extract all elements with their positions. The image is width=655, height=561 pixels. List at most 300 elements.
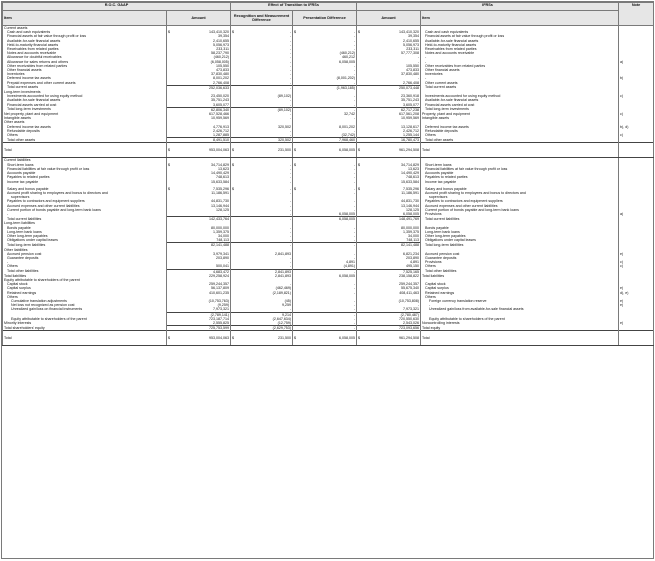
cell-value: - <box>353 175 356 180</box>
cell-value: - <box>353 225 356 230</box>
cell-value: 953,004,063 <box>209 148 230 153</box>
item-gaap: Other financial assets <box>3 68 167 72</box>
note: c) <box>619 94 654 98</box>
item-ifrs: Held-to-maturity financial assets <box>421 43 619 47</box>
cell-value: - <box>289 260 292 265</box>
cell-value: 2,766,408 <box>403 80 420 85</box>
item-gaap: Other liabilities <box>3 248 167 252</box>
cell-value: 3,605,077 <box>213 102 230 107</box>
cell-value: 9,259 <box>282 303 292 308</box>
cell-value: 6,058,005 <box>339 59 356 64</box>
cell-value: 7,968,460 <box>339 138 356 143</box>
cell-value: - <box>353 316 356 321</box>
item-gaap: Accounts payable <box>3 171 167 175</box>
cell-value: 128,125 <box>216 207 230 212</box>
note: e) <box>619 321 654 326</box>
item-gaap: Long-term liabilities <box>3 221 167 225</box>
currency-symbol: $ <box>232 186 235 191</box>
currency-symbol: $ <box>168 186 170 191</box>
item-gaap: Total other liabilities <box>3 269 167 274</box>
item-ifrs: Accrued profit sharing to employees and bonus to directors and <box>421 191 619 195</box>
cell-value: - <box>289 42 292 47</box>
cell-value: - <box>289 282 292 287</box>
item-ifrs: Total other liabilities <box>421 269 619 274</box>
cell-value: 39,354 <box>408 34 420 39</box>
cell-value: 961,294,508 <box>399 148 420 153</box>
item-ifrs: Unrealized gain/loss from available-for-sale financial assets <box>421 307 619 312</box>
item-gaap: Net property, plant and equipment <box>3 112 167 116</box>
currency-symbol: $ <box>232 336 235 341</box>
cell-value: - <box>289 128 292 133</box>
cell-value: 748,113 <box>406 238 420 243</box>
cell-value: 15,633,584 <box>211 179 230 184</box>
cell-value: - <box>289 51 292 56</box>
currency-symbol: $ <box>358 186 361 191</box>
recognition-diff <box>231 331 293 346</box>
header-recognition: Recognition and Measurement Difference <box>231 11 293 26</box>
cell-value: - <box>227 260 230 265</box>
cell-value: 6,821,234 <box>403 251 420 256</box>
item-gaap: Other receivables from related parties <box>3 64 167 68</box>
cell-value: (2,789,141) <box>210 312 230 317</box>
cell-value: 7,535,296 <box>403 186 420 191</box>
cell-value: 44,831,730 <box>401 199 420 204</box>
cell-value: 460,212 <box>342 55 356 60</box>
item-ifrs: Total long-term liabilities <box>421 243 619 248</box>
note: b), d) <box>619 125 654 129</box>
header-note: Note <box>619 3 654 26</box>
item-gaap: Deferred income tax assets <box>3 76 167 80</box>
currency-symbol: $ <box>294 148 297 153</box>
cell-value: - <box>289 238 292 243</box>
cell-value: 56,137,809 <box>211 286 230 291</box>
cell-value: 748,613 <box>216 175 230 180</box>
item-ifrs: Total current assets <box>421 85 619 90</box>
cell-value: 617,528,466 <box>209 112 230 117</box>
cell-value: 58,237,790 <box>211 51 230 56</box>
cell-value: 231,500 <box>278 148 292 153</box>
cell-value: - <box>289 47 292 52</box>
item-gaap: Short-term loans <box>3 163 167 167</box>
cell-value: - <box>289 133 292 138</box>
cell-value: 11,186,591 <box>401 190 420 195</box>
item-gaap: Salary and bonus payable <box>3 187 167 191</box>
currency-symbol: $ <box>358 162 361 167</box>
item-ifrs: Bonds payable <box>421 226 619 230</box>
cell-value: - <box>289 68 292 73</box>
cell-value: 105,550 <box>406 63 420 68</box>
currency-symbol: $ <box>168 336 170 341</box>
item-gaap: Unrealized gain/loss on financial instruments <box>3 307 167 312</box>
item-gaap: Refundable deposits <box>3 129 167 133</box>
item-ifrs: Financial assets at fair value through profit or loss <box>421 34 619 38</box>
item-gaap: Net loss not recognized as pension cost <box>3 303 167 307</box>
cell-value: 35,751,243 <box>401 98 420 103</box>
item-gaap: Financial assets carried at cost <box>3 103 167 108</box>
cell-value: 5,056,973 <box>403 42 420 47</box>
cell-value: (2,780,487) <box>400 312 420 317</box>
cell-value: 16,780,473 <box>401 138 420 143</box>
item-gaap: Obligations under capital leases <box>3 238 167 243</box>
table-body <box>3 26 654 346</box>
currency-symbol: $ <box>168 30 170 35</box>
cell-value: 4,776,913 <box>213 124 230 129</box>
note: e) <box>619 286 654 290</box>
item-ifrs: Retained earnings <box>421 291 619 295</box>
cell-value: (10,753,763) <box>208 298 230 303</box>
item-ifrs: Others <box>421 295 619 299</box>
cell-value: - <box>353 80 356 85</box>
cell-value: (2,629,753) <box>272 326 292 331</box>
item-gaap: Total other assets <box>3 138 167 143</box>
cell-value: 2,555,825 <box>213 321 230 325</box>
cell-value: 2,543,026 <box>403 321 420 325</box>
cell-value: (89,102) <box>277 107 292 112</box>
cell-value: - <box>289 38 292 43</box>
cell-value: 23,360,918 <box>401 94 420 99</box>
cell-value: - <box>289 243 292 248</box>
item-ifrs: Others <box>421 133 619 138</box>
item-ifrs: Total liabilities <box>421 274 619 278</box>
item-gaap: Allowance for doubtful receivables <box>3 55 167 59</box>
cell-value: 82,141,488 <box>211 243 230 248</box>
item-gaap: Long-term bank loans <box>3 230 167 234</box>
item-ifrs: Obligations under capital leases <box>421 238 619 243</box>
cell-value: - <box>353 229 356 234</box>
cell-value: (9,259) <box>217 303 230 308</box>
cell-value: 34,714,829 <box>211 162 230 167</box>
item-ifrs: Provisions <box>421 260 619 264</box>
cell-value: - <box>353 203 356 208</box>
cell-value: (462,469) <box>275 286 292 291</box>
cell-value: 6,058,005 <box>339 336 356 341</box>
cell-value: 23,450,020 <box>211 94 230 99</box>
cell-value: 410,601,235 <box>209 290 230 295</box>
cell-value: 5,056,973 <box>213 42 230 47</box>
item-gaap: Bonds payable <box>3 226 167 230</box>
cell-value: 725,753,599 <box>209 326 230 331</box>
header-amount-ifrs: Amount <box>357 11 421 26</box>
cell-value: 34,714,829 <box>401 162 420 167</box>
currency-symbol: $ <box>168 148 170 153</box>
cell-value: 6,058,005 <box>339 148 356 153</box>
item-ifrs: Other receivables from related parties <box>421 64 619 68</box>
cell-value: - <box>353 38 356 43</box>
cell-value: - <box>353 98 356 103</box>
cell-value: 1,359,375 <box>403 229 420 234</box>
cell-value: 4,891 <box>346 260 356 265</box>
cell-value: 15,633,584 <box>401 179 420 184</box>
item-ifrs: Current portion of bonds payable and long-term bank loans <box>421 208 619 212</box>
cell-value: 2,426,712 <box>403 128 420 133</box>
item-gaap: Capital surplus <box>3 286 167 290</box>
item-ifrs: supervisors <box>421 195 619 199</box>
presentation-diff <box>293 331 357 346</box>
cell-value: 13,146,944 <box>401 203 420 208</box>
cell-value: - <box>227 211 230 216</box>
cell-value: 6,058,005 <box>339 273 356 278</box>
item-gaap: Cumulative translation adjustments <box>3 299 167 303</box>
item-gaap: Financial assets at fair value through profit or loss <box>3 34 167 38</box>
cell-value: - <box>353 34 356 39</box>
cell-value: (6,058,005) <box>210 59 230 64</box>
cell-value: - <box>289 34 292 39</box>
cell-value: 961,294,508 <box>399 336 420 341</box>
item-ifrs: Total equity <box>421 326 619 331</box>
header-item: Item <box>3 11 167 26</box>
cell-value: - <box>353 282 356 287</box>
currency-symbol: $ <box>294 162 297 167</box>
cell-value: (12,759) <box>277 321 292 325</box>
cell-value: - <box>289 80 292 85</box>
cell-value: 252,036,633 <box>209 85 230 90</box>
cell-value: (89,102) <box>277 94 292 99</box>
cell-value: - <box>353 303 356 308</box>
cell-value: 13,128,617 <box>401 124 420 129</box>
cell-value: - <box>289 190 292 195</box>
item-ifrs: Other financial assets <box>421 68 619 72</box>
cell-value: 6,058,005 <box>339 217 356 222</box>
item-ifrs: Total current liabilities <box>421 217 619 222</box>
note: b) <box>619 76 654 80</box>
cell-value: 9,214 <box>282 312 292 317</box>
item-gaap: Available-for-sale financial assets <box>3 98 167 102</box>
cell-value: - <box>289 85 292 90</box>
cell-value: 3,605,077 <box>403 102 420 107</box>
cell-value: - <box>353 47 356 52</box>
cell-value: - <box>353 243 356 248</box>
cell-value: 2,410,655 <box>403 38 420 43</box>
item-ifrs: Deferred income tax assets <box>421 125 619 129</box>
cell-value: 8,001,202 <box>339 124 356 129</box>
item-gaap: Total <box>3 331 167 346</box>
item-ifrs: Cash and cash equivalents <box>421 30 619 34</box>
cell-value: - <box>353 179 356 184</box>
cell-value: - <box>289 179 292 184</box>
item-gaap: Others <box>3 295 167 299</box>
cell-value: (10,753,808) <box>398 298 420 303</box>
item-ifrs: Long-term bank loans <box>421 230 619 234</box>
cell-value: 2,841,893 <box>275 273 292 278</box>
cell-value: - <box>353 251 356 256</box>
item-gaap: - <box>3 260 167 264</box>
cell-value: 14,490,429 <box>211 171 230 176</box>
item-ifrs: Capital stock <box>421 282 619 286</box>
cell-value: 748,613 <box>406 175 420 180</box>
item-gaap: Retained earnings <box>3 291 167 295</box>
currency-symbol: $ <box>358 30 361 35</box>
cell-value: - <box>353 255 356 260</box>
header-item-ifrs: Item <box>421 11 619 26</box>
item-gaap: Investments accounted for using equity method <box>3 94 167 98</box>
cell-value: 473,833 <box>406 68 420 73</box>
item-ifrs: Total <box>421 143 619 158</box>
cell-value: (460,212) <box>213 55 230 60</box>
cell-value: - <box>289 186 292 191</box>
item-gaap: Equity attributable to shareholders of the parent <box>3 278 167 282</box>
item-ifrs: Salary and bonus payable <box>421 187 619 191</box>
amount-gaap <box>167 331 231 346</box>
cell-value: 148,491,769 <box>399 217 420 222</box>
cell-value: 1,287,885 <box>213 133 230 138</box>
item-gaap: Equity attributable to shareholders of the parent <box>3 317 167 321</box>
header-presentation: Presentation Difference <box>293 11 357 26</box>
cell-value: 32,742 <box>344 112 356 117</box>
currency-symbol: $ <box>294 30 297 35</box>
cell-value: 720,550,630 <box>399 316 420 321</box>
cell-value: - <box>289 63 292 68</box>
cell-value: - <box>289 203 292 208</box>
cell-value: 617,561,208 <box>399 112 420 117</box>
cell-value: 10,959,569 <box>211 116 230 121</box>
cell-value: 953,004,063 <box>209 336 230 341</box>
item-ifrs: Investments accounted for using equity method <box>421 94 619 98</box>
item-ifrs: Property, plant and equipment <box>421 112 619 116</box>
item-gaap: supervisors <box>3 195 167 199</box>
cell-value: 6,058,005 <box>403 211 420 216</box>
cell-value: - <box>289 171 292 176</box>
item-gaap: Income tax payable <box>3 180 167 184</box>
cell-value: 203,890 <box>406 255 420 260</box>
item-ifrs: Noncontrolling interests <box>421 321 619 326</box>
cell-value: 80,000,000 <box>401 225 420 230</box>
item-ifrs: Foreign currency translation reserve <box>421 299 619 303</box>
cell-value: 7,973,321 <box>213 307 230 312</box>
cell-value: - <box>289 30 292 35</box>
item-ifrs: Equity attributable to shareholders of the parent <box>421 317 619 321</box>
item-ifrs: Accrued pension cost <box>421 252 619 256</box>
cell-value: 238,158,822 <box>399 273 420 278</box>
header-roc-gaap: R.O.C. GAAP <box>3 3 231 11</box>
cell-value: 2,410,655 <box>213 38 230 43</box>
item-ifrs: Financial liabilities at fair value through profit or loss <box>421 167 619 171</box>
cell-value: - <box>353 199 356 204</box>
cell-value: - <box>353 207 356 212</box>
cell-value: 1,255,144 <box>403 133 420 138</box>
presentation-diff <box>293 143 357 158</box>
cell-value: (460,212) <box>339 51 356 56</box>
note: c) <box>619 264 654 269</box>
cell-value: (45) <box>284 298 292 303</box>
cell-value: (8,001,202) <box>336 76 356 81</box>
table-header <box>3 3 654 26</box>
cell-value: 82,141,488 <box>401 243 420 248</box>
cell-value: - <box>353 290 356 295</box>
cell-value: - <box>353 233 356 238</box>
cell-value: 320,502 <box>278 124 292 129</box>
cell-value: - <box>353 186 356 191</box>
cell-value: - <box>417 303 420 308</box>
comparison-table-frame <box>1 1 654 559</box>
cell-value: - <box>289 55 292 60</box>
item-gaap: Minority interests <box>3 321 167 326</box>
item-gaap: Other assets <box>3 120 167 124</box>
note: c) <box>619 112 654 116</box>
note: a) <box>619 60 654 64</box>
cell-value: 80,000,000 <box>211 225 230 230</box>
item-gaap: Total shareholders' equity <box>3 326 167 331</box>
cell-value: - <box>289 112 292 117</box>
currency-symbol: $ <box>168 162 170 167</box>
cell-value: - <box>353 238 356 243</box>
cell-value: - <box>353 107 356 112</box>
header-ifrs: IFRSs <box>357 3 619 11</box>
cell-value: - <box>353 42 356 47</box>
item-ifrs: Other long-term payables <box>421 234 619 238</box>
reconciliation-table <box>2 2 654 346</box>
cell-value: 259,244,357 <box>399 282 420 287</box>
cell-value: 250,073,448 <box>399 85 420 90</box>
cell-value: 203,890 <box>216 255 230 260</box>
cell-value: - <box>353 286 356 291</box>
item-ifrs: Total long-term investments <box>421 107 619 112</box>
cell-value: (1,963,185) <box>336 85 356 90</box>
cell-value: 1,359,375 <box>213 229 230 234</box>
note: d), e) <box>619 291 654 295</box>
note: c) <box>619 260 654 264</box>
cell-value: 3,979,341 <box>213 251 230 256</box>
note: c) <box>619 133 654 138</box>
cell-value: - <box>289 264 292 269</box>
item-gaap: Total liabilities <box>3 274 167 278</box>
cell-value: 105,550 <box>216 63 230 68</box>
item-gaap: Accrued expenses and other current liabilities <box>3 204 167 208</box>
item-ifrs: - <box>421 76 619 80</box>
cell-value: 128,125 <box>406 207 420 212</box>
cell-value: 500,041 <box>216 264 230 269</box>
item-ifrs: - <box>421 303 619 307</box>
item-ifrs: Short-term loans <box>421 163 619 167</box>
currency-symbol: $ <box>358 148 361 153</box>
cell-value: 723,093,656 <box>399 326 420 331</box>
cell-value: 37,830,480 <box>211 72 230 77</box>
cell-value: 229,258,924 <box>209 273 230 278</box>
item-ifrs: Total other assets <box>421 138 619 143</box>
cell-value: 37,830,480 <box>401 72 420 77</box>
cell-value: - <box>289 233 292 238</box>
item-gaap: Intangible assets <box>3 116 167 120</box>
cell-value: 2,841,893 <box>275 251 292 256</box>
header-amount: Amount <box>167 11 231 26</box>
cell-value: - <box>289 116 292 121</box>
item-gaap: Receivables from related parties <box>3 47 167 51</box>
item-ifrs: Other current assets <box>421 81 619 86</box>
cell-value: - <box>289 162 292 167</box>
cell-value: 7,535,296 <box>213 186 230 191</box>
cell-value: 143,410,320 <box>399 30 420 35</box>
cell-value: - <box>353 162 356 167</box>
item-gaap: Notes and accounts receivable <box>3 51 167 55</box>
item-gaap: Capital stock <box>3 282 167 286</box>
cell-value: 495,150 <box>406 264 420 269</box>
item-ifrs: Others <box>421 264 619 269</box>
item-ifrs: Intangible assets <box>421 116 619 120</box>
cell-value: - <box>289 307 292 312</box>
item-gaap: Available-for-sale financial assets <box>3 39 167 43</box>
cell-value: 2,766,408 <box>213 80 230 85</box>
cell-value: - <box>353 171 356 176</box>
cell-value: 473,833 <box>216 68 230 73</box>
cell-value: - <box>289 207 292 212</box>
cell-value: (2,647,634) <box>272 316 292 321</box>
item-ifrs: Capital surplus <box>421 286 619 290</box>
cell-value: 259,244,357 <box>209 282 230 287</box>
cell-value: - <box>289 76 292 81</box>
cell-value: - <box>353 68 356 73</box>
cell-value: 57,777,308 <box>401 51 420 56</box>
cell-value: 7,525,165 <box>403 269 420 274</box>
cell-value: - <box>289 229 292 234</box>
